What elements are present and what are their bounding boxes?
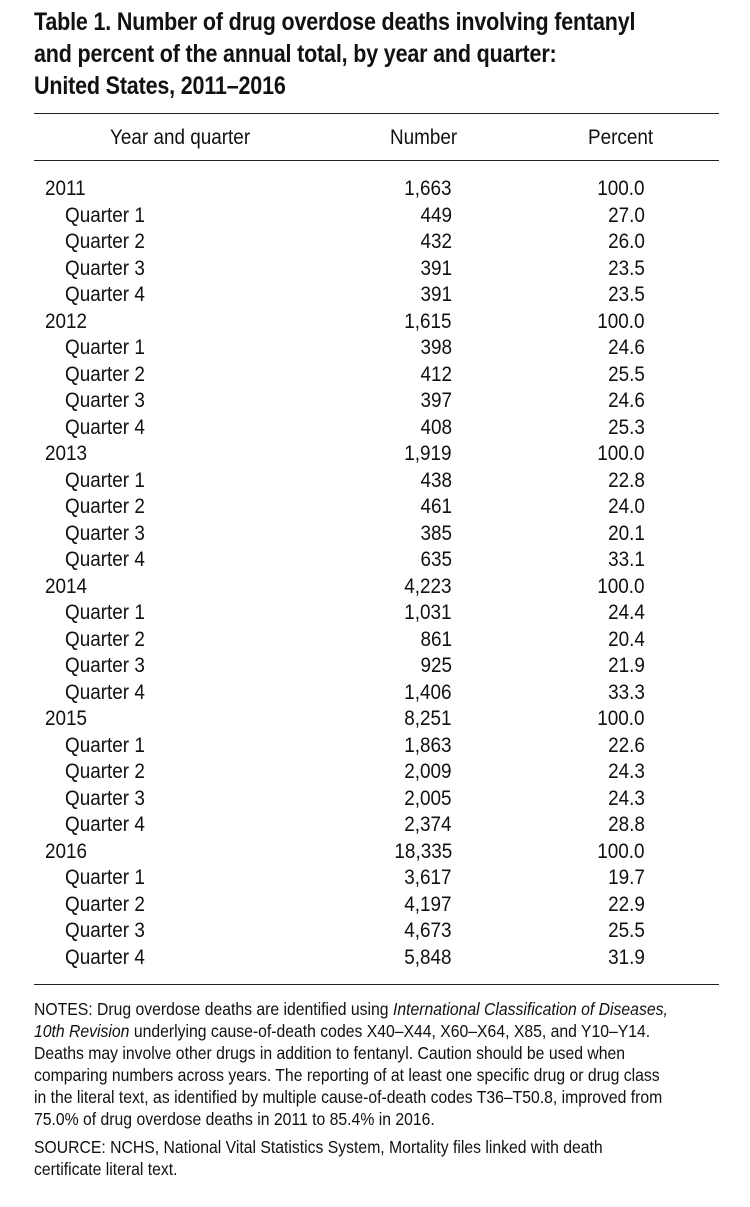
row-percent: 22.6 [608, 733, 645, 757]
row-percent: 100.0 [597, 707, 645, 730]
row-number: 391 [420, 283, 452, 306]
row-percent: 33.3 [608, 680, 645, 704]
row-percent: 100.0 [597, 839, 645, 863]
table-row [0, 388, 750, 415]
table-row [0, 733, 750, 760]
row-label: 2012 [45, 309, 88, 333]
table-row [0, 229, 750, 256]
notes-text-pre: NOTES: Drug overdose deaths are identified using [34, 999, 393, 1019]
table-row [0, 256, 750, 283]
row-number: 18,335 [394, 839, 452, 863]
table-row [0, 759, 750, 786]
row-label: Quarter 3 [65, 521, 145, 545]
notes-line [34, 1086, 718, 1108]
row-percent: 24.0 [608, 495, 645, 518]
row-number: 1,863 [404, 733, 452, 757]
row-percent: 100.0 [597, 177, 645, 200]
row-percent: 25.3 [608, 415, 645, 439]
table-row [0, 574, 750, 601]
row-percent: 23.5 [608, 256, 645, 280]
row-label: Quarter 3 [65, 786, 145, 810]
row-label: Quarter 1 [65, 336, 145, 359]
row-label: Quarter 3 [65, 389, 145, 412]
row-percent: 22.9 [608, 892, 645, 916]
row-percent: 31.9 [608, 945, 645, 969]
row-label: Quarter 1 [65, 468, 145, 492]
table-row [0, 653, 750, 680]
table-row [0, 945, 750, 972]
row-label: Quarter 4 [65, 680, 145, 704]
row-percent: 23.5 [608, 283, 645, 306]
row-label: 2016 [45, 839, 88, 863]
row-percent: 27.0 [608, 203, 645, 227]
row-number: 432 [420, 230, 452, 253]
row-percent: 100.0 [597, 442, 645, 465]
row-number: 3,617 [404, 866, 452, 889]
table-body [0, 176, 750, 971]
table-row [0, 362, 750, 389]
notes-block [34, 998, 718, 1180]
table-row [0, 627, 750, 654]
row-number: 408 [420, 415, 452, 439]
row-number: 1,615 [404, 309, 452, 333]
title-line-1: Table 1. Number of drug overdose deaths involving fentanyl [34, 8, 636, 36]
top-rule [34, 113, 719, 114]
table-row [0, 786, 750, 813]
row-percent: 20.1 [608, 521, 645, 545]
table-row [0, 839, 750, 866]
header-year-quarter: Year and quarter [110, 126, 251, 149]
row-label: Quarter 1 [65, 203, 145, 227]
table-row [0, 176, 750, 203]
table-row [0, 494, 750, 521]
row-label: Quarter 3 [65, 654, 145, 677]
row-percent: 20.4 [608, 627, 645, 651]
notes-line [34, 1064, 718, 1086]
table-row [0, 892, 750, 919]
row-number: 398 [420, 336, 452, 359]
row-label: Quarter 2 [65, 362, 145, 386]
table-row [0, 600, 750, 627]
notes-line [34, 1042, 718, 1064]
notes-line [34, 1020, 718, 1042]
header-number: Number [390, 126, 458, 149]
row-number: 4,223 [404, 574, 452, 598]
row-percent: 100.0 [597, 574, 645, 598]
table-row [0, 865, 750, 892]
row-label: Quarter 4 [65, 813, 145, 836]
row-number: 397 [420, 389, 452, 412]
row-percent: 24.3 [608, 760, 645, 783]
row-number: 2,374 [404, 813, 452, 836]
title-line-3: United States, 2011–2016 [34, 72, 286, 100]
row-label: Quarter 1 [65, 601, 145, 624]
row-label: 2015 [45, 707, 88, 730]
row-percent: 100.0 [597, 309, 645, 333]
row-number: 1,031 [404, 601, 452, 624]
notes-text-pre: Deaths may involve other drugs in addition to fentanyl. Caution should be used when [34, 1043, 626, 1063]
row-label: Quarter 2 [65, 495, 145, 518]
row-number: 1,663 [404, 177, 452, 200]
row-number: 925 [420, 654, 452, 677]
row-label: Quarter 2 [65, 230, 145, 253]
row-label: 2013 [45, 442, 88, 465]
row-number: 861 [420, 627, 452, 651]
table-row [0, 547, 750, 574]
header-percent: Percent [588, 126, 654, 149]
row-number: 5,848 [404, 945, 452, 969]
notes-text-pre: in the literal text, as identified by multiple cause-of-death codes T36–T50.8, improved from [34, 1087, 663, 1107]
row-label: Quarter 4 [65, 283, 145, 306]
row-number: 1,919 [404, 442, 452, 465]
row-number: 438 [420, 468, 452, 492]
row-percent: 24.3 [608, 786, 645, 810]
bottom-rule [34, 984, 719, 985]
notes-line [34, 998, 718, 1020]
row-percent: 25.5 [608, 362, 645, 386]
row-percent: 21.9 [608, 654, 645, 677]
row-percent: 24.6 [608, 389, 645, 412]
row-number: 8,251 [404, 707, 452, 730]
table-row [0, 441, 750, 468]
row-number: 1,406 [404, 680, 452, 704]
row-percent: 24.6 [608, 336, 645, 359]
source-line: certificate literal text. [34, 1159, 178, 1179]
row-percent: 33.1 [608, 548, 645, 571]
table-title [34, 6, 636, 102]
table-row [0, 309, 750, 336]
row-number: 2,009 [404, 760, 452, 783]
notes-text-pre: comparing numbers across years. The reporting of at least one specific drug or drug class [34, 1065, 660, 1085]
table-row [0, 812, 750, 839]
row-number: 461 [420, 495, 452, 518]
row-label: 2011 [45, 177, 86, 200]
row-label: Quarter 2 [65, 892, 145, 916]
row-label: Quarter 3 [65, 256, 145, 280]
table-row [0, 468, 750, 495]
row-number: 4,673 [404, 919, 452, 942]
table-row [0, 521, 750, 548]
table-row [0, 415, 750, 442]
table-row [0, 918, 750, 945]
row-percent: 22.8 [608, 468, 645, 492]
row-label: 2014 [45, 574, 88, 598]
row-label: Quarter 2 [65, 760, 145, 783]
row-label: Quarter 4 [65, 945, 145, 969]
row-label: Quarter 4 [65, 415, 145, 439]
table-row [0, 680, 750, 707]
row-number: 449 [420, 203, 452, 227]
notes-text-italic: 10th Revision [34, 1021, 130, 1041]
notes-text-italic: International Classification of Diseases, [392, 999, 668, 1019]
table-row [0, 203, 750, 230]
row-number: 385 [420, 521, 452, 545]
table-row [0, 706, 750, 733]
source-line: SOURCE: NCHS, National Vital Statistics System, Mortality files linked with death [34, 1137, 603, 1157]
header-rule [34, 160, 719, 161]
table-row [0, 282, 750, 309]
notes-line [34, 1108, 718, 1130]
row-label: Quarter 1 [65, 733, 145, 757]
row-label: Quarter 1 [65, 866, 145, 889]
row-label: Quarter 3 [65, 919, 145, 942]
row-number: 635 [420, 548, 452, 571]
title-line-2: and percent of the annual total, by year and quarter: [34, 40, 557, 68]
notes-text-pre: 75.0% of drug overdose deaths in 2011 to 85.4% in 2016. [34, 1109, 435, 1129]
row-number: 391 [420, 256, 452, 280]
row-number: 2,005 [404, 786, 452, 810]
row-number: 412 [420, 362, 452, 386]
row-percent: 26.0 [608, 230, 645, 253]
row-percent: 24.4 [608, 601, 645, 624]
table-row [0, 335, 750, 362]
row-percent: 25.5 [608, 919, 645, 942]
row-percent: 28.8 [608, 813, 645, 836]
row-number: 4,197 [404, 892, 452, 916]
row-label: Quarter 4 [65, 548, 145, 571]
notes-text-post: underlying cause-of-death codes X40–X44, X60–X64, X85, and Y10–Y14. [129, 1021, 651, 1041]
row-label: Quarter 2 [65, 627, 145, 651]
row-percent: 19.7 [608, 866, 645, 889]
